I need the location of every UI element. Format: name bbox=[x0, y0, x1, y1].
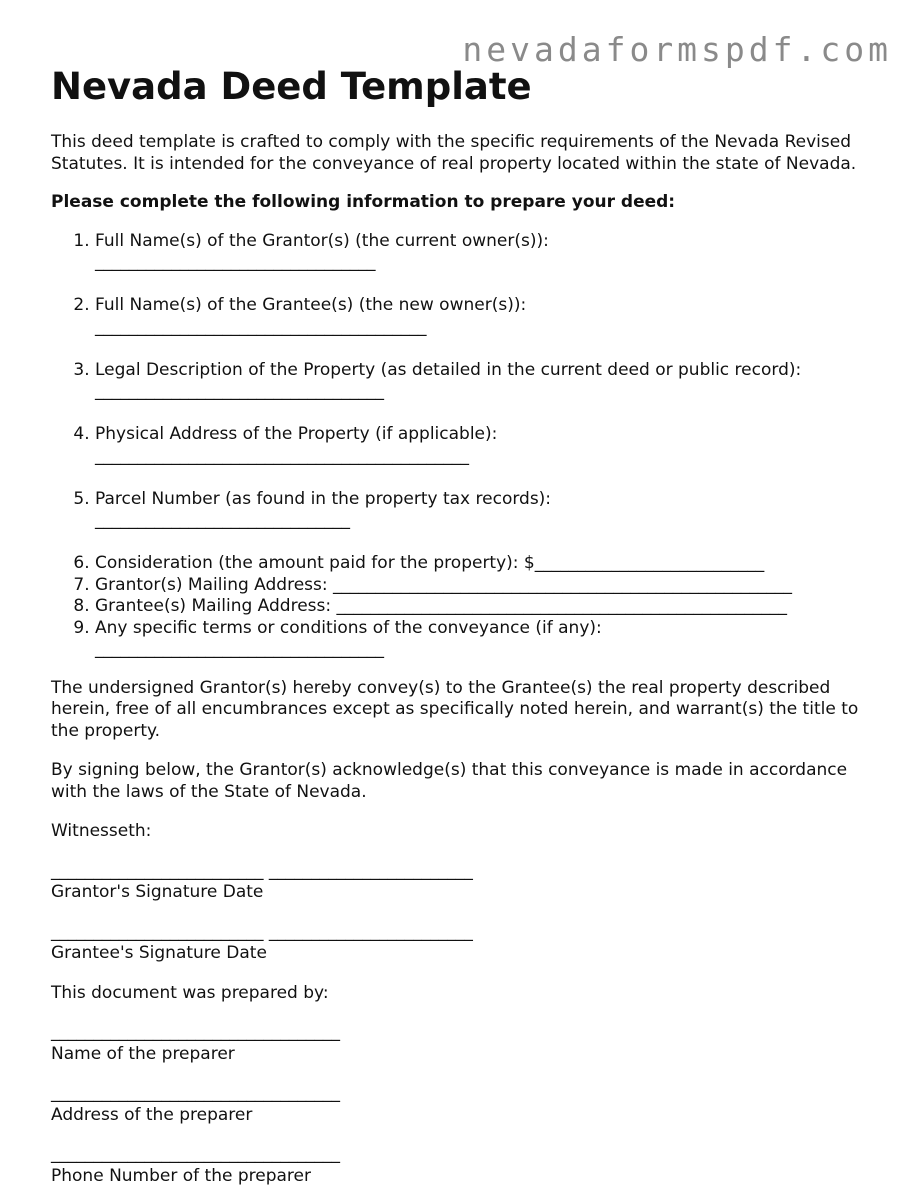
deed-fields-list bbox=[51, 231, 871, 661]
list-item-parcel-number bbox=[95, 489, 871, 532]
terms-conditions-blank[interactable]: __________________________________ bbox=[95, 639, 384, 659]
acknowledgement-paragraph: By signing below, the Grantor(s) acknowledge(s) that this conveyance is made in accordance with the laws of the State of Nevada. bbox=[51, 760, 848, 802]
preparer-name-block bbox=[51, 1022, 871, 1065]
intro-paragraph: This deed template is crafted to comply with the specific requirements of the Nevada Revised Statutes. It is intended for the conveyance of real property located within the state of Nevada. bbox=[51, 132, 857, 174]
list-item-terms-conditions bbox=[95, 618, 871, 661]
preparer-name-label: Name of the preparer bbox=[51, 1043, 235, 1064]
list-item-grantor-mailing-address[interactable] bbox=[95, 575, 871, 597]
preparer-address-block bbox=[51, 1083, 871, 1126]
grantor-signature-label: Grantor's Signature Date bbox=[51, 882, 264, 902]
parcel-number-blank[interactable]: ______________________________ bbox=[95, 510, 350, 530]
list-item-consideration[interactable] bbox=[95, 553, 871, 575]
grantee-mailing-address-field[interactable]: Grantee(s) Mailing Address: _____________________________________________________ bbox=[95, 596, 788, 616]
grantee-signature-block bbox=[51, 922, 871, 965]
consideration-field[interactable]: Consideration (the amount paid for the property): $___________________________ bbox=[95, 553, 765, 573]
preparer-address-line[interactable]: __________________________________ bbox=[51, 1083, 340, 1103]
conveyance-paragraph: The undersigned Grantor(s) hereby convey(s) to the Grantee(s) the real property described herein, free of all encumbrances except as specifically noted herein, and warrant(s) the title to the property. bbox=[51, 677, 859, 741]
deed-document bbox=[51, 64, 871, 1187]
site-watermark: nevadaformspdf.com bbox=[462, 30, 892, 69]
field-label: Physical Address of the Property (if applicable): bbox=[95, 424, 498, 444]
field-label: Any specific terms or conditions of the conveyance (if any): bbox=[95, 617, 602, 638]
list-item-grantor-name bbox=[95, 231, 871, 274]
field-label: Full Name(s) of the Grantor(s) (the current owner(s)): bbox=[95, 230, 549, 251]
preparer-address-label: Address of the preparer bbox=[51, 1104, 253, 1125]
grantee-signature-line[interactable]: _________________________ ________________________ bbox=[51, 921, 473, 942]
instructions-heading: Please complete the following information to prepare your deed: bbox=[51, 192, 676, 212]
page-title: Nevada Deed Template bbox=[51, 65, 532, 108]
field-label: Legal Description of the Property (as detailed in the current deed or public record): bbox=[95, 359, 802, 380]
legal-description-blank[interactable]: __________________________________ bbox=[95, 381, 384, 401]
prepared-by-label: This document was prepared by: bbox=[51, 982, 329, 1003]
grantee-name-blank[interactable]: _______________________________________ bbox=[95, 316, 427, 337]
grantor-mailing-address-field[interactable]: Grantor(s) Mailing Address: ______________________________________________________ bbox=[95, 574, 792, 595]
witnesseth-label: Witnesseth: bbox=[51, 821, 152, 841]
list-item-grantee-mailing-address[interactable] bbox=[95, 596, 871, 618]
grantor-signature-block bbox=[51, 861, 871, 904]
list-item-legal-description bbox=[95, 360, 871, 403]
grantee-signature-label: Grantee's Signature Date bbox=[51, 943, 267, 963]
list-item-physical-address bbox=[95, 424, 871, 467]
preparer-phone-line[interactable]: __________________________________ bbox=[51, 1144, 340, 1164]
grantor-name-blank[interactable]: _________________________________ bbox=[95, 252, 376, 272]
preparer-name-line[interactable]: __________________________________ bbox=[51, 1022, 340, 1042]
preparer-phone-block bbox=[51, 1144, 871, 1187]
field-label: Parcel Number (as found in the property tax records): bbox=[95, 488, 552, 509]
grantor-signature-line[interactable]: _________________________ ________________________ bbox=[51, 860, 473, 881]
list-item-grantee-name bbox=[95, 295, 871, 338]
preparer-phone-label: Phone Number of the preparer bbox=[51, 1165, 311, 1186]
field-label: Full Name(s) of the Grantee(s) (the new owner(s)): bbox=[95, 295, 527, 315]
physical-address-blank[interactable]: ____________________________________________ bbox=[95, 445, 469, 466]
